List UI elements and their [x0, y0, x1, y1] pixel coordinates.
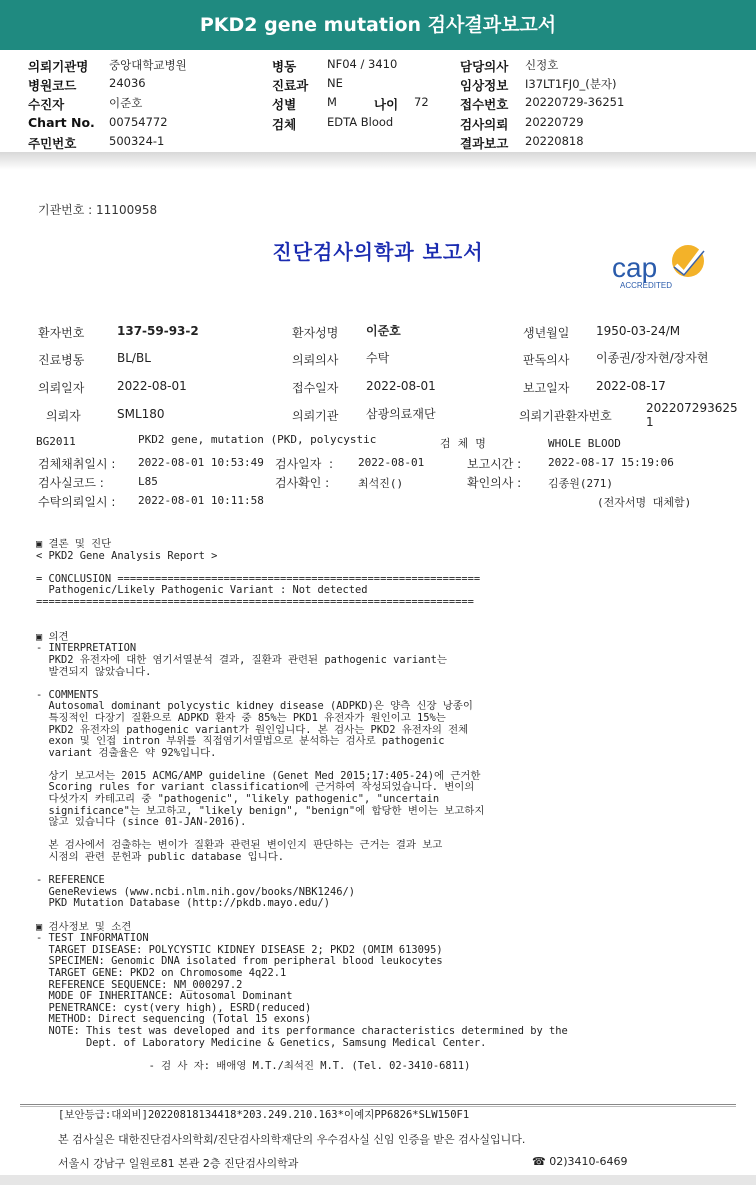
- header-field-value: 500324-1: [109, 134, 165, 148]
- patient-field-label: 의뢰자: [46, 409, 81, 423]
- patient-field-value: 2022-08-17: [596, 379, 666, 393]
- test-name: PKD2 gene, mutation (PKD, polycystic: [138, 433, 377, 446]
- patient-field-value: 1950-03-24/M: [596, 324, 681, 338]
- header-field-value: EDTA Blood: [327, 115, 394, 129]
- test-info-label: 확인의사 :: [467, 476, 522, 490]
- patient-field-label: 의뢰일자: [38, 381, 85, 395]
- patient-field-label: 의뢰의사: [292, 353, 339, 367]
- patient-field-label: 접수일자: [292, 381, 339, 395]
- patient-field-value: BL/BL: [117, 351, 151, 365]
- patient-field-label: 진료병동: [38, 353, 85, 367]
- test-info-value: 2022-08-01 10:53:49: [138, 456, 264, 469]
- test-info-value: 2022-08-17 15:19:06: [548, 456, 674, 469]
- header-divider-shadow: [0, 152, 756, 170]
- test-info-value: 2022-08-01: [358, 456, 425, 469]
- patient-field-value: 202207293625 1: [646, 401, 738, 429]
- patient-field-label: 의뢰기관환자번호: [519, 409, 612, 423]
- test-info-value: L85: [138, 475, 158, 488]
- header-field-value: 20220818: [525, 134, 584, 148]
- header-field-label: 병원코드: [28, 78, 77, 93]
- header-field-label: Chart No.: [28, 115, 95, 130]
- certification-text: 본 검사실은 대한진단검사의학회/진단검사의학재단의 우수검사실 신임 인증을 받은 검사실입니다.: [58, 1133, 526, 1146]
- report-title: PKD2 gene mutation 검사결과보고서: [199, 14, 557, 36]
- header-field-label: 성별: [272, 97, 297, 112]
- header-field-label: 의뢰기관명: [28, 59, 89, 74]
- footer-divider: [20, 1104, 736, 1105]
- header-field-value: M: [327, 95, 337, 109]
- test-code: BG2011: [36, 435, 76, 448]
- header-field-label: 진료과: [272, 78, 309, 93]
- test-info-label: 수탁의뢰일시 :: [38, 495, 116, 509]
- patient-field-label: 환자성명: [292, 326, 339, 340]
- age-label: 나이: [374, 97, 399, 112]
- test-info-label: 검사일자 :: [275, 457, 334, 471]
- header-field-value: NF04 / 3410: [327, 57, 398, 71]
- patient-field-label: 의뢰기관: [292, 409, 339, 423]
- header-field-value: 00754772: [109, 115, 168, 129]
- patient-field-value: 2022-08-01: [117, 379, 187, 393]
- lab-address: 서울시 강남구 일원로81 본관 2층 진단검사의학과: [58, 1157, 299, 1170]
- header-field-value: 24036: [109, 76, 146, 90]
- bottom-shade: [0, 1175, 756, 1185]
- specimen-label: 검 체 명: [440, 437, 486, 450]
- header-field-label: 접수번호: [460, 97, 509, 112]
- lab-phone: ☎ 02)3410-6469: [532, 1155, 628, 1168]
- header-field-label: 담당의사: [460, 59, 509, 74]
- test-info-label: 보고시간 :: [467, 457, 522, 471]
- lab-report-title: 진단검사의학과 보고서: [272, 240, 484, 264]
- patient-field-value: 2022-08-01: [366, 379, 436, 393]
- header-field-label: 검사의뢰: [460, 117, 509, 132]
- test-info-value: 최석진(): [358, 477, 404, 490]
- test-info-value: (전자서명 대체함): [597, 496, 692, 509]
- report-title-bar: [0, 0, 756, 50]
- header-field-label: 주민번호: [28, 136, 77, 151]
- header-field-label: 검체: [272, 117, 297, 132]
- report-body: ▣ 결론 및 진단 < PKD2 Gene Analysis Report > = CONCLUSION ========================================================== Pathogenic/Likely Pathogenic Variant : Not detected ====================================================================== ▣ 의견 - INTERPRETATION PKD2 유전자에 대한 염기서열분석 결과, 질환과 관련된 pathogenic variant는 발견되지 않았습니다. - COMMENTS Autosomal dominant polycystic kidney disease (ADPKD)은 양측 신장 낭종이 특징적인 다장기 질환으로 ADPKD 환자 중 85%는 PKD1 유전자가 원인이고 15%는 PKD2 유전자의 pathogenic variant가 원인입니다. 본 검사는 PKD2 유전자의 전체 exon 및 인접 intron 부위를 직접염기서열법으로 분석하는 검사로 pathogenic variant 검출율은 약 92%입니다. 상기 보고서는 2015 ACMG/AMP guideline (Genet Med 2015;17:405-24)에 근거한 Scoring rules for variant classification에 근거하여 작성되었습니다. 변이의 다섯가지 카테고리 중 "pathogenic", "likely pathogenic", "uncertain significance"는 보고하고, "likely benign", "benign"에 합당한 변이는 보고하지 않고 있습니다 (since 01-JAN-2016). 본 검사에서 검출하는 변이가 질환과 관련된 변이인지 판단하는 근거는 결과 보고 시점의 관련 문헌과 public database 입니다. - REFERENCE GeneReviews (www.ncbi.nlm.nih.gov/books/NBK1246/) PKD Mutation Database (http://pkdb.mayo.edu/) ▣ 검사정보 및 소견 - TEST INFORMATION TARGET DISEASE: POLYCYSTIC KIDNEY DISEASE 2; PKD2 (OMIM 613095) SPECIMEN: Genomic DNA isolated from peripheral blood leukocytes TARGET GENE: PKD2 on Chromosome 4q22.1 REFERENCE SEQUENCE: NM_000297.2 MODE OF INHERITANCE: Autosomal Dominant PENETRANCE: cyst(very high), ESRD(reduced) METHOD: Direct sequencing (Total 15 exons) NOTE: This test was developed and its performance characteristics determined by the Dept. of Laboratory Medicine & Genetics, Samsung Medical Center. - 검 사 자: 배애영 M.T./최석진 M.T. (Tel. 02-3410-6811): [36, 538, 568, 1072]
- cap-accredited-text: ACCREDITED: [620, 281, 673, 290]
- header-field-value: 20220729: [525, 115, 584, 129]
- patient-field-label: 보고일자: [523, 381, 570, 395]
- test-info-label: 검사실코드 :: [38, 476, 104, 490]
- test-info-value: 김종원(271): [548, 477, 613, 490]
- header-field-value: NE: [327, 76, 343, 90]
- patient-field-value: 이준호: [366, 324, 401, 338]
- patient-field-label: 환자번호: [38, 326, 85, 340]
- patient-field-value: 삼광의료재단: [366, 407, 436, 421]
- test-info-label: 검사확인 :: [275, 476, 330, 490]
- cap-accredited-logo: [610, 243, 720, 293]
- header-field-label: 결과보고: [460, 136, 509, 151]
- patient-field-value: 이종권/장자현/장자현: [596, 351, 709, 365]
- specimen-value: WHOLE BLOOD: [548, 437, 621, 450]
- security-stamp: [보안등급:대외비]20220818134418*203.249.210.163*이예지PP6826*SLW150F1: [58, 1109, 470, 1121]
- header-field-value: I37LT1FJ0_(분자): [525, 77, 617, 91]
- header-field-label: 수진자: [28, 97, 65, 112]
- header-field-label: 임상정보: [460, 78, 509, 93]
- patient-field-label: 판독의사: [523, 353, 570, 367]
- test-info-value: 2022-08-01 10:11:58: [138, 494, 264, 507]
- header-field-label: 병동: [272, 59, 297, 74]
- cap-logo-text: cap: [612, 252, 658, 283]
- header-field-value: 중앙대학교병원: [109, 58, 187, 72]
- test-info-label: 검체채취일시 :: [38, 457, 116, 471]
- header-field-value: 신정호: [525, 58, 559, 72]
- patient-field-value: SML180: [117, 407, 165, 421]
- patient-field-label: 생년월일: [523, 326, 570, 340]
- header-field-value: 20220729-36251: [525, 95, 625, 109]
- patient-field-value: 수탁: [366, 351, 390, 365]
- header-field-value: 이준호: [109, 96, 143, 110]
- institution-number: 기관번호 : 11100958: [38, 203, 158, 217]
- header-info: [0, 50, 756, 155]
- patient-field-value: 137-59-93-2: [117, 324, 199, 338]
- age-value: 72: [414, 95, 429, 109]
